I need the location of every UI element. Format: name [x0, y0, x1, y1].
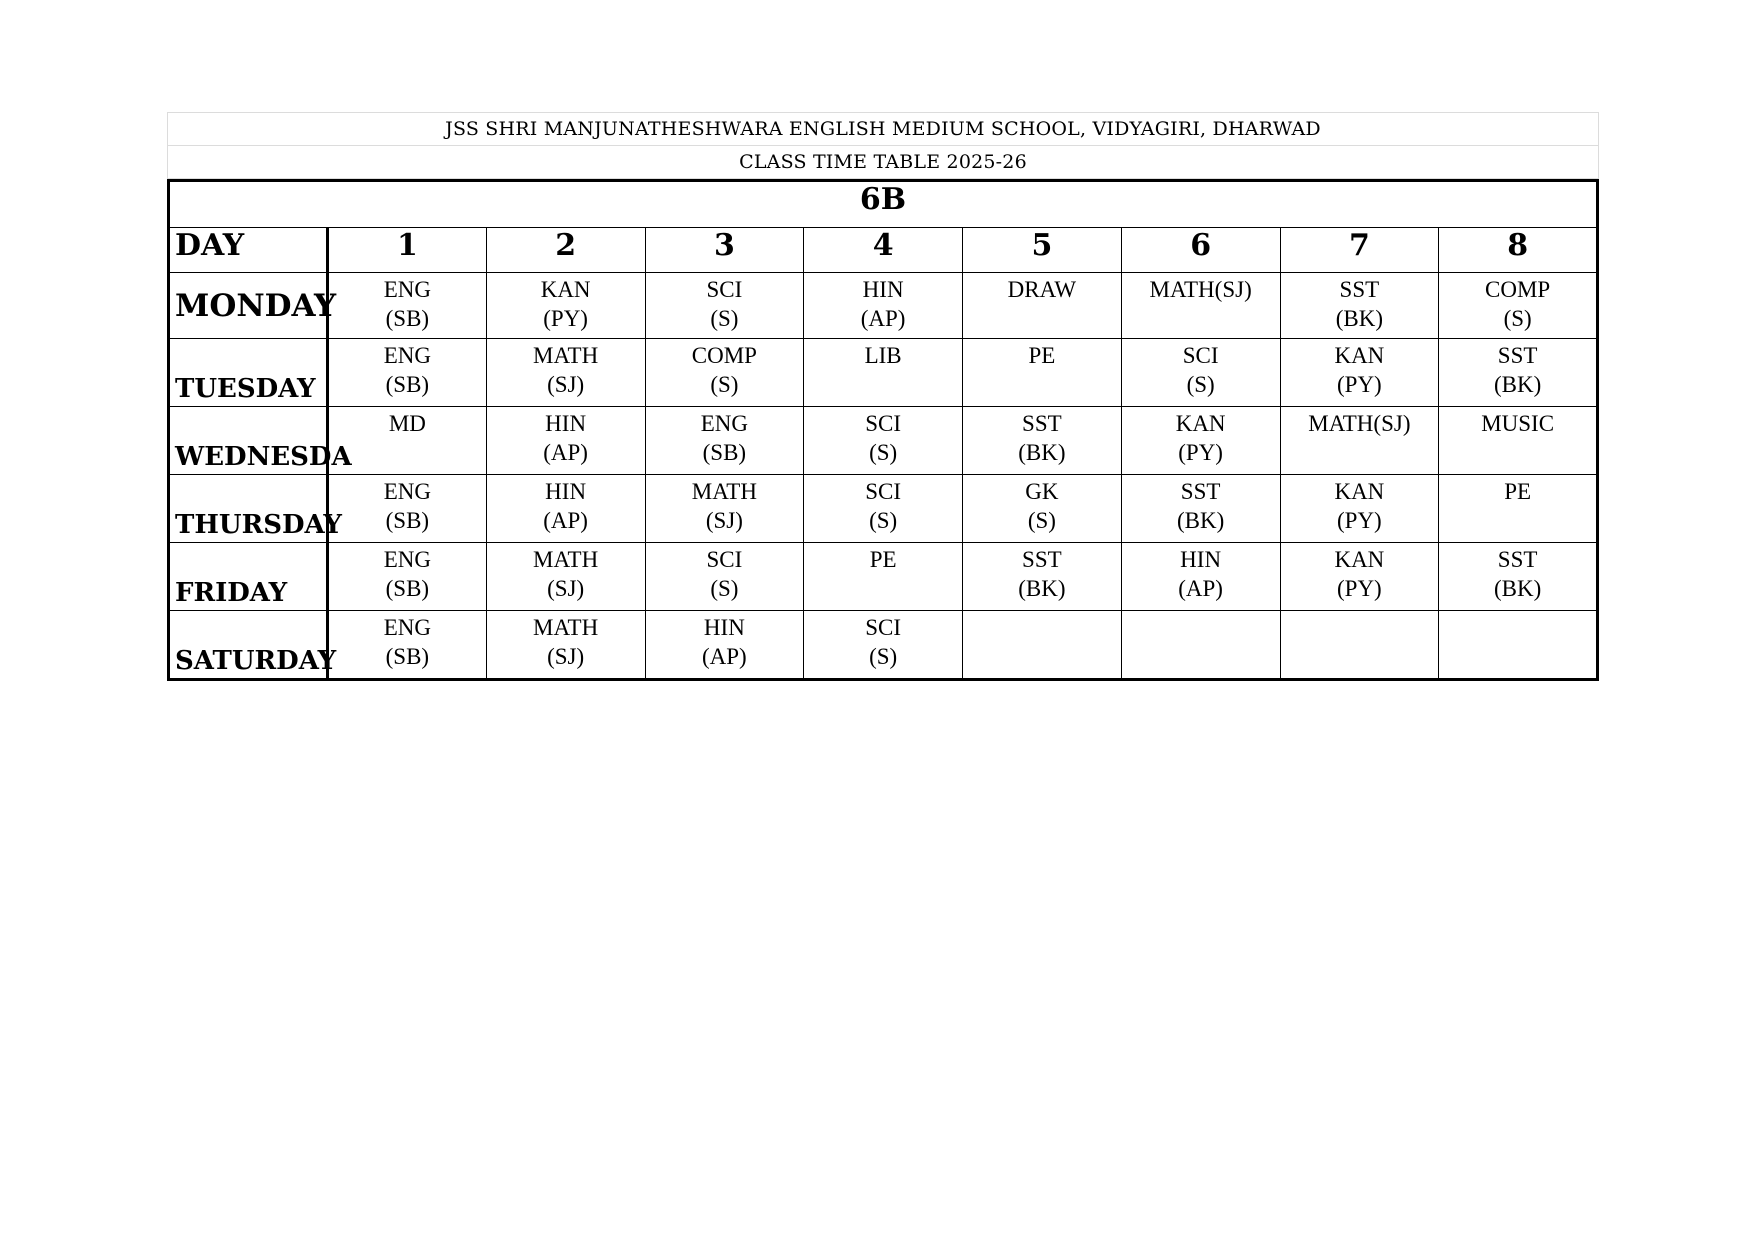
subject-label: KAN	[1334, 343, 1385, 368]
teacher-label: (BK)	[1335, 306, 1384, 331]
teacher-label: (AP)	[1178, 576, 1223, 601]
teacher-label: (SB)	[385, 306, 430, 331]
subject-label: SST	[1022, 547, 1062, 572]
subject-label: HIN	[703, 615, 745, 640]
period-cell	[486, 543, 645, 611]
period-cell	[963, 611, 1122, 680]
period-cell	[328, 611, 487, 680]
teacher-label: (S)	[1027, 508, 1056, 533]
teacher-label: (S)	[710, 576, 739, 601]
period-cell	[1439, 475, 1598, 543]
period-cell	[1439, 407, 1598, 475]
period-header-row	[169, 228, 1598, 273]
teacher-label: (PY)	[1337, 576, 1382, 601]
period-cell	[804, 475, 963, 543]
subject-label: PE	[1028, 343, 1056, 368]
period-cell	[804, 273, 963, 339]
teacher-label: (S)	[710, 372, 739, 397]
timetable-grid	[167, 179, 1599, 681]
teacher-label: (S)	[1186, 372, 1215, 397]
subject-label: MATH	[691, 479, 757, 504]
teacher-label: (S)	[869, 644, 898, 669]
period-cell	[963, 273, 1122, 339]
period-header-7: 7	[1280, 228, 1439, 273]
period-header-3: 3	[645, 228, 804, 273]
period-cell	[645, 407, 804, 475]
subject-label: MATH(SJ)	[1149, 277, 1252, 302]
teacher-label: (SB)	[385, 644, 430, 669]
teacher-label: (BK)	[1493, 372, 1542, 397]
subject-label: ENG	[383, 343, 432, 368]
teacher-label: (PY)	[1337, 508, 1382, 533]
period-cell	[328, 339, 487, 407]
day-label: SATURDAY	[169, 611, 328, 680]
table-row	[169, 611, 1598, 680]
period-cell	[1121, 273, 1280, 339]
subject-label: KAN	[1334, 547, 1385, 572]
table-row	[169, 407, 1598, 475]
period-cell	[963, 339, 1122, 407]
timetable-sheet	[167, 112, 1599, 681]
period-cell	[804, 611, 963, 680]
subject-label: MD	[388, 411, 426, 436]
teacher-label: (S)	[1503, 306, 1532, 331]
period-cell	[486, 407, 645, 475]
subject-label: PE	[869, 547, 897, 572]
subject-label: HIN	[545, 411, 587, 436]
period-header-2: 2	[486, 228, 645, 273]
day-column-header: DAY	[169, 228, 328, 273]
period-cell	[963, 407, 1122, 475]
teacher-label: (SJ)	[547, 576, 585, 601]
subject-label: HIN	[545, 479, 587, 504]
subject-label: SCI	[706, 547, 743, 572]
subject-label: MATH	[533, 343, 599, 368]
period-cell	[486, 339, 645, 407]
subject-label: HIN	[862, 277, 904, 302]
subject-label: COMP	[1485, 277, 1551, 302]
document-title: CLASS TIME TABLE 2025-26	[168, 146, 1599, 179]
period-cell	[804, 339, 963, 407]
teacher-label: (PY)	[543, 306, 588, 331]
subject-label: SST	[1497, 343, 1538, 368]
day-label: THURSDAY	[169, 475, 328, 543]
teacher-label: (AP)	[702, 644, 747, 669]
subject-label: SCI	[865, 615, 902, 640]
subject-label: SCI	[1182, 343, 1219, 368]
period-cell	[1280, 475, 1439, 543]
subject-label: COMP	[691, 343, 757, 368]
period-cell	[1121, 407, 1280, 475]
subject-label: DRAW	[1007, 277, 1077, 302]
subject-label: LIB	[864, 343, 902, 368]
period-cell	[1280, 339, 1439, 407]
header-table	[167, 112, 1599, 179]
period-cell	[1280, 407, 1439, 475]
subject-label: SST	[1180, 479, 1221, 504]
period-header-1: 1	[328, 228, 487, 273]
day-label: MONDAY	[169, 273, 328, 339]
teacher-label: (SB)	[385, 508, 430, 533]
class-name: 6B	[169, 181, 1598, 228]
subject-label: MATH	[533, 547, 599, 572]
period-cell	[804, 543, 963, 611]
school-name: JSS SHRI MANJUNATHESHWARA ENGLISH MEDIUM SCHOOL, VIDYAGIRI, DHARWAD	[168, 113, 1599, 146]
period-cell	[328, 475, 487, 543]
teacher-label: (BK)	[1018, 576, 1066, 601]
subject-label: ENG	[383, 479, 432, 504]
teacher-label: (SB)	[702, 440, 747, 465]
teacher-label: (PY)	[1178, 440, 1223, 465]
subject-label: MATH	[533, 615, 599, 640]
subject-label: MATH(SJ)	[1308, 411, 1411, 436]
table-row	[169, 543, 1598, 611]
period-cell	[645, 339, 804, 407]
subject-label: SST	[1497, 547, 1538, 572]
period-cell	[486, 273, 645, 339]
teacher-label: (AP)	[543, 440, 588, 465]
period-cell	[645, 611, 804, 680]
day-label: FRIDAY	[169, 543, 328, 611]
period-cell	[328, 273, 487, 339]
day-label: TUESDAY	[169, 339, 328, 407]
period-cell	[963, 543, 1122, 611]
period-cell	[486, 611, 645, 680]
period-cell	[1280, 543, 1439, 611]
period-cell	[645, 543, 804, 611]
period-header-5: 5	[963, 228, 1122, 273]
period-cell	[645, 475, 804, 543]
subject-label: SST	[1022, 411, 1062, 436]
teacher-label: (BK)	[1018, 440, 1066, 465]
period-cell	[645, 273, 804, 339]
period-cell	[328, 543, 487, 611]
period-cell	[1121, 339, 1280, 407]
period-cell	[1280, 611, 1439, 680]
subject-label: ENG	[383, 277, 432, 302]
period-cell	[486, 475, 645, 543]
table-row	[169, 475, 1598, 543]
period-cell	[1439, 273, 1598, 339]
period-header-4: 4	[804, 228, 963, 273]
subject-label: GK	[1025, 479, 1059, 504]
subject-label: ENG	[383, 615, 432, 640]
subject-label: ENG	[700, 411, 749, 436]
table-row	[169, 339, 1598, 407]
teacher-label: (S)	[710, 306, 739, 331]
subject-label: SCI	[865, 411, 902, 436]
subject-label: ENG	[383, 547, 432, 572]
teacher-label: (S)	[869, 440, 898, 465]
period-cell	[1121, 543, 1280, 611]
period-cell	[1439, 339, 1598, 407]
subject-label: SCI	[706, 277, 743, 302]
period-header-8: 8	[1439, 228, 1598, 273]
teacher-label: (S)	[869, 508, 898, 533]
subject-label: KAN	[1334, 479, 1385, 504]
teacher-label: (SJ)	[547, 372, 585, 397]
teacher-label: (BK)	[1493, 576, 1542, 601]
teacher-label: (AP)	[543, 508, 588, 533]
subject-label: HIN	[1180, 547, 1222, 572]
subject-label: SCI	[865, 479, 902, 504]
subject-label: KAN	[1175, 411, 1226, 436]
teacher-label: (PY)	[1337, 372, 1382, 397]
period-cell	[1439, 543, 1598, 611]
period-cell	[963, 475, 1122, 543]
period-cell	[804, 407, 963, 475]
subject-label: PE	[1504, 479, 1532, 504]
period-cell	[1121, 611, 1280, 680]
teacher-label: (SB)	[385, 372, 430, 397]
period-cell	[1121, 475, 1280, 543]
subject-label: MUSIC	[1481, 411, 1555, 436]
teacher-label: (SB)	[385, 576, 430, 601]
class-row	[169, 181, 1598, 228]
subject-label: KAN	[540, 277, 591, 302]
table-row	[169, 273, 1598, 339]
period-cell	[1280, 273, 1439, 339]
teacher-label: (SJ)	[705, 508, 743, 533]
period-cell	[1439, 611, 1598, 680]
teacher-label: (AP)	[860, 306, 906, 331]
subject-label: SST	[1339, 277, 1380, 302]
teacher-label: (BK)	[1176, 508, 1225, 533]
day-label: WEDNESDA	[169, 407, 328, 475]
period-header-6: 6	[1121, 228, 1280, 273]
teacher-label: (SJ)	[547, 644, 585, 669]
